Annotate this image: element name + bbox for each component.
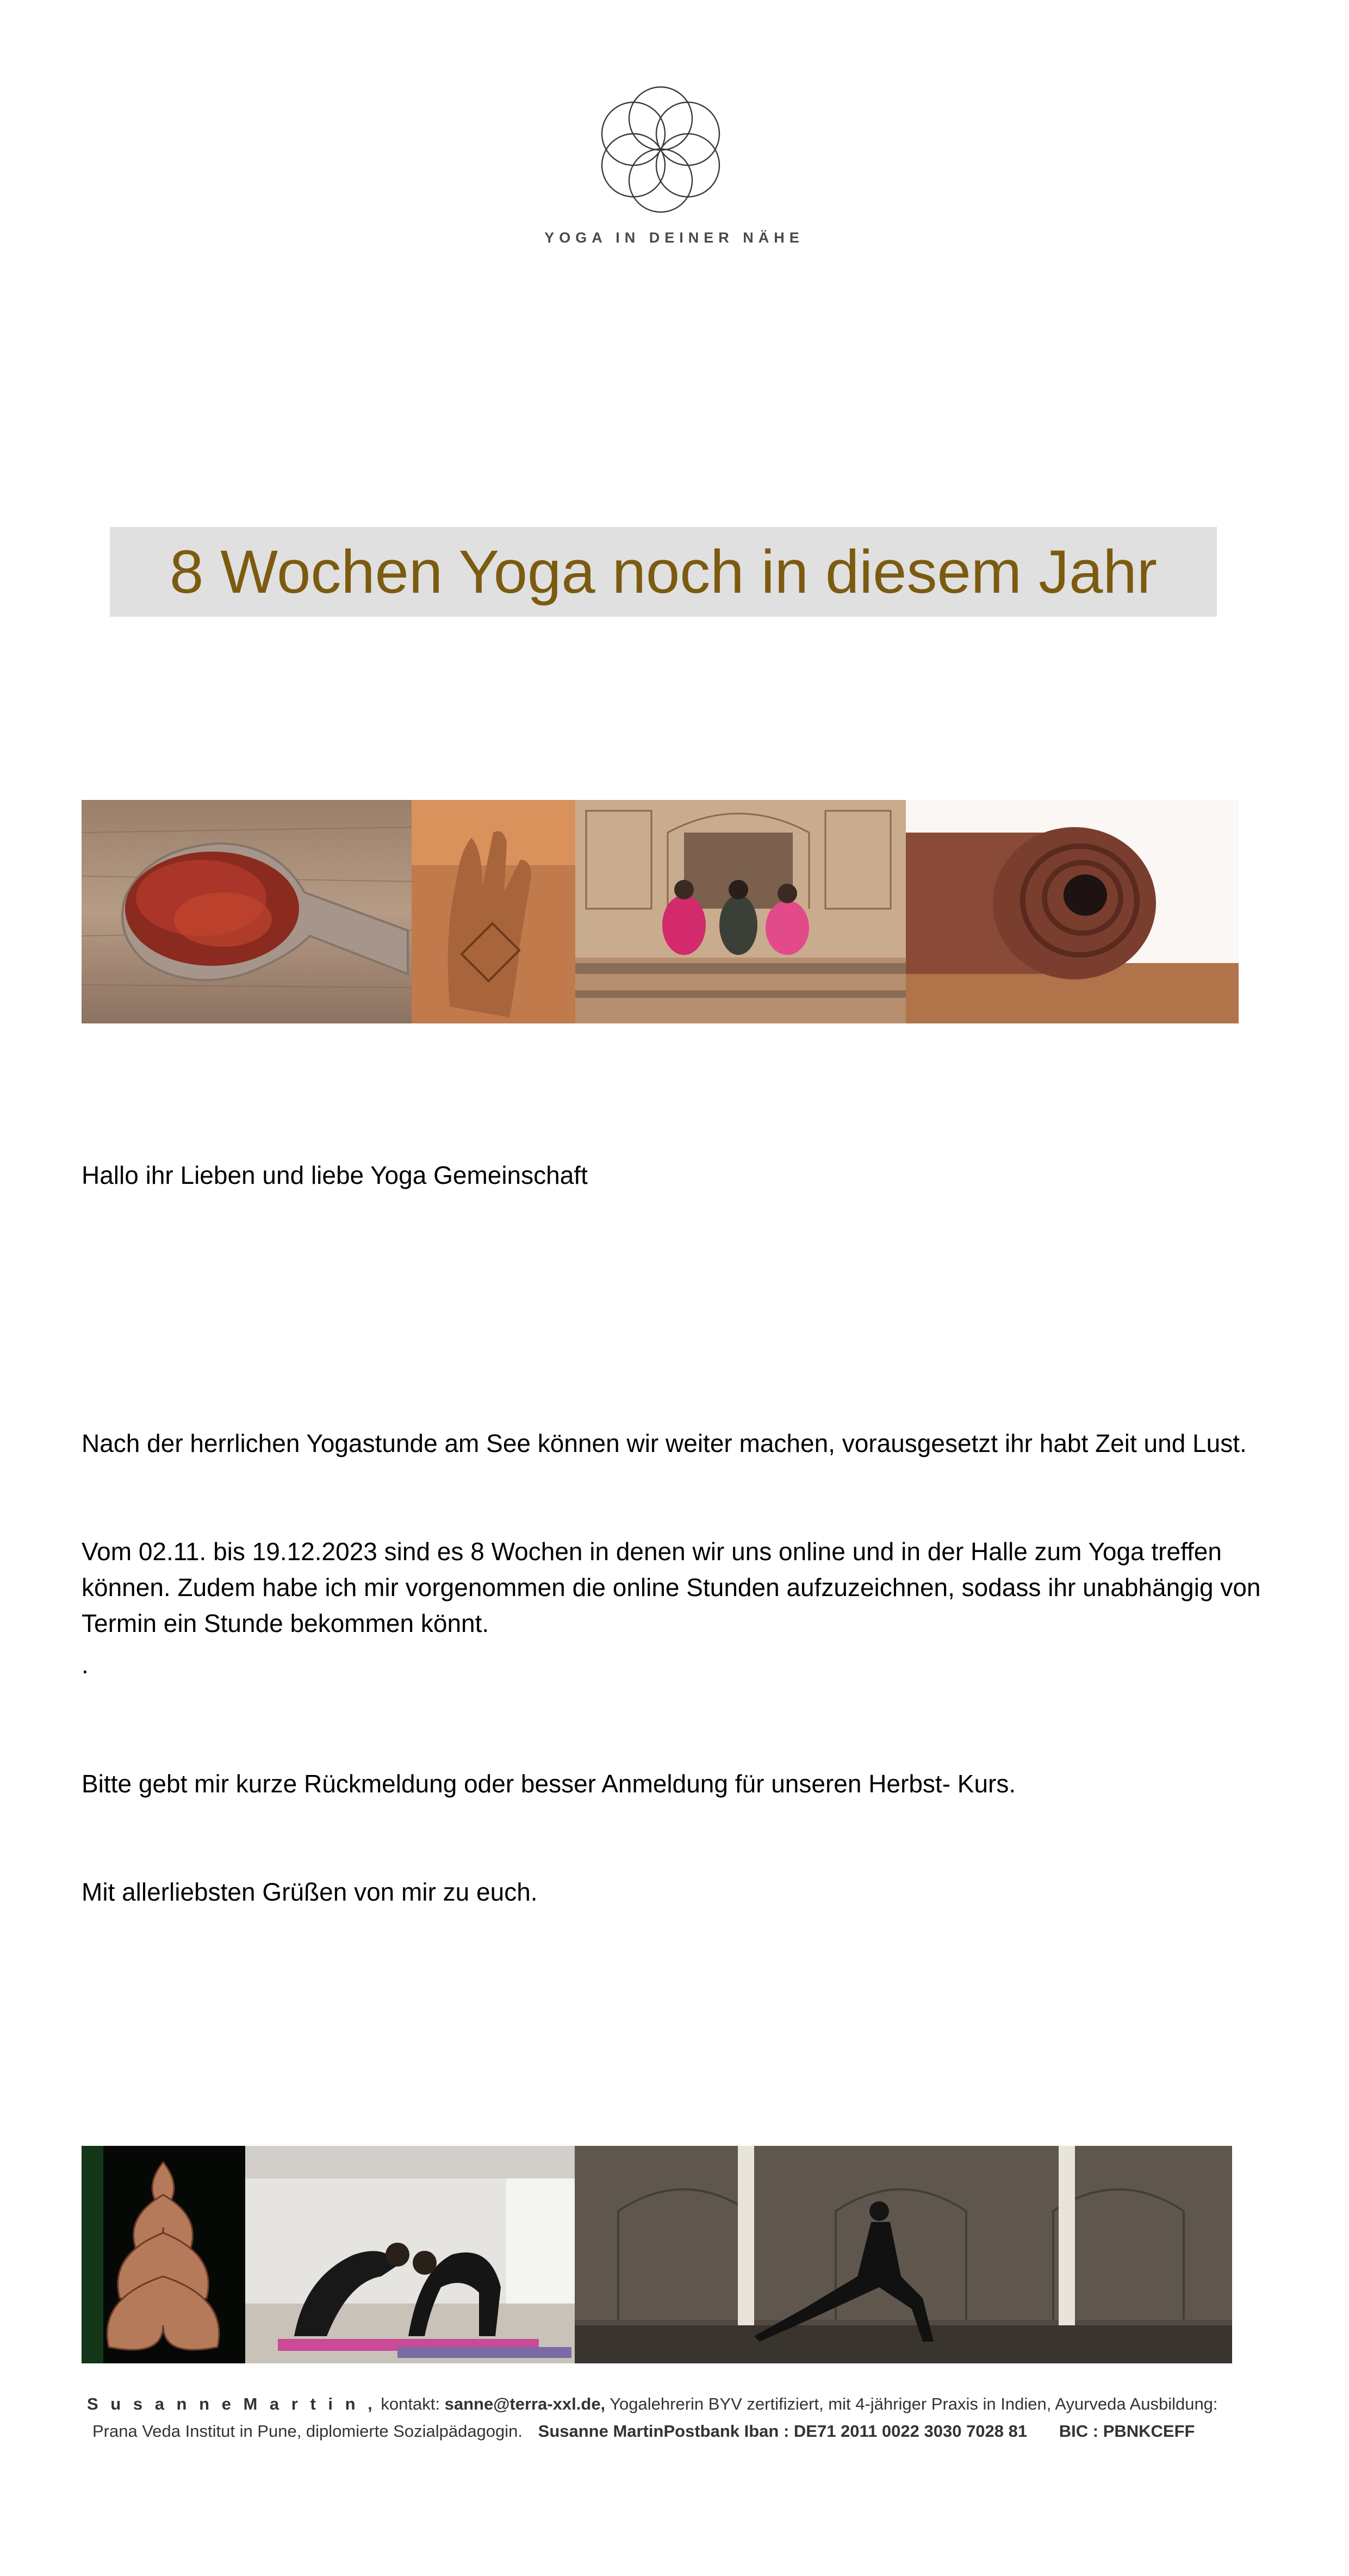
footer-description-2: Prana Veda Institut in Pune, diplomierte Sozialpädagogin. <box>92 2422 523 2441</box>
paragraph-dates <box>82 1534 1278 1683</box>
top-image-strip <box>82 800 1239 1023</box>
lunge-pose-palace-image <box>575 2146 1232 2363</box>
partner-yoga-backbend-image <box>245 2146 575 2363</box>
footer-description-1: Yogalehrerin BYV zertifiziert, mit 4-jähriger Praxis in Indien, Ayurveda Ausbildung: <box>605 2394 1218 2413</box>
greeting: Hallo ihr Lieben und liebe Yoga Gemeinschaft <box>82 1161 588 1189</box>
flower-of-life-icon <box>593 76 729 218</box>
paragraph-intro: Nach der herrlichen Yogastunde am See können wir weiter machen, vorausgesetzt ihr habt Zeit und Lust. <box>82 1429 1247 1457</box>
paragraph-dot: . <box>82 1650 89 1679</box>
footer-contact <box>87 2391 1283 2445</box>
paragraph-dates-line-3: Termin ein Stunde bekommen könnt. <box>82 1609 489 1637</box>
paragraph-request: Bitte gebt mir kurze Rückmeldung oder besser Anmeldung für unseren Herbst- Kurs. <box>82 1770 1016 1798</box>
rose-petals-spoon-image <box>82 800 412 1023</box>
brand-name: YOGA IN DEINER NÄHE <box>544 229 804 246</box>
footer-name: S u s a n n e M a r t i n , <box>87 2394 376 2413</box>
bottom-image-strip <box>82 2146 1232 2363</box>
paragraph-closing: Mit allerliebsten Grüßen von mir zu euch. <box>82 1878 538 1906</box>
footer-email[interactable]: sanne@terra-xxl.de, <box>444 2394 606 2413</box>
footer-bic: BIC : PBNKCEFF <box>1059 2422 1195 2441</box>
women-at-palace-image <box>575 800 906 1023</box>
footer-bank: Susanne MartinPostbank Iban : DE71 2011 0022 3030 7028 81 <box>538 2422 1028 2441</box>
paragraph-dates-line-2: können. Zudem habe ich mir vorgenommen die online Stunden aufzuzeichnen, sodass ihr unabhängig von <box>82 1573 1261 1602</box>
title-band <box>110 527 1217 617</box>
page-title: 8 Wochen Yoga noch in diesem Jahr <box>169 538 1158 606</box>
footer-contact-label: kontakt: <box>376 2394 445 2413</box>
lotus-sculpture-image <box>82 2146 245 2363</box>
rolled-yoga-mat-image <box>906 800 1239 1023</box>
buddha-hand-image <box>412 800 575 1023</box>
paragraph-dates-line-1: Vom 02.11. bis 19.12.2023 sind es 8 Wochen in denen wir uns online und in der Halle zum Yoga treffen <box>82 1537 1222 1566</box>
